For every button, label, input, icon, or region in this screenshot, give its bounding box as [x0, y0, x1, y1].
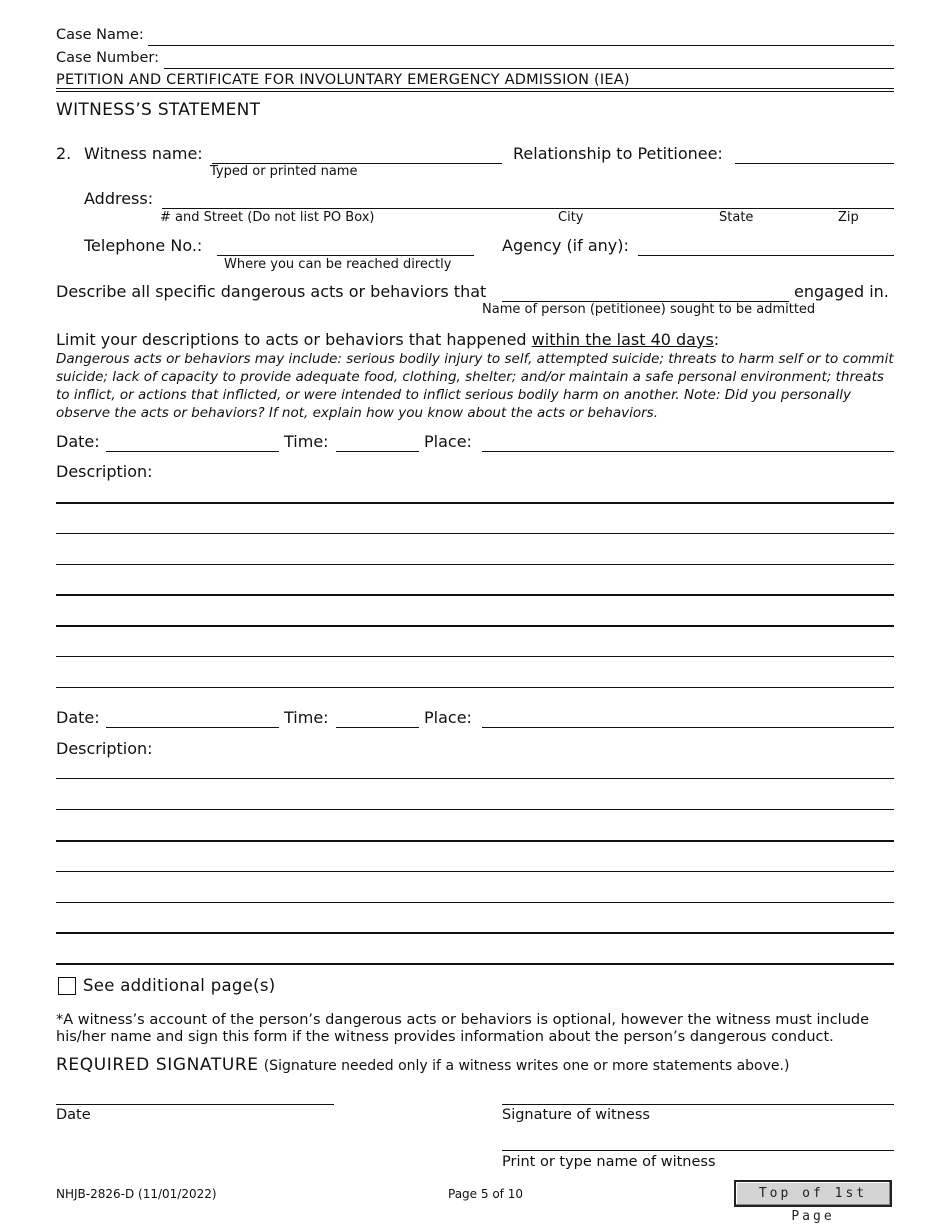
limit-underlined: within the last 40 days	[531, 330, 714, 349]
description-line[interactable]	[56, 656, 894, 657]
date-label-2: Date:	[56, 708, 100, 727]
description-line[interactable]	[56, 963, 894, 965]
top-of-first-page-button[interactable]: Top of 1st Page	[734, 1180, 892, 1207]
time-label-2: Time:	[284, 708, 329, 727]
city-hint: City	[558, 210, 584, 225]
place-label-2: Place:	[424, 708, 472, 727]
signature-line[interactable]	[502, 1104, 894, 1105]
signature-title: REQUIRED SIGNATURE	[56, 1055, 259, 1075]
date-field-2[interactable]	[106, 709, 279, 728]
relationship-field[interactable]	[735, 145, 894, 164]
case-name-field[interactable]	[148, 27, 894, 46]
telephone-label: Telephone No.:	[84, 236, 203, 255]
time-field-1[interactable]	[336, 433, 419, 452]
additional-pages-checkbox[interactable]	[58, 977, 76, 995]
description-line[interactable]	[56, 502, 894, 504]
case-name-label: Case Name:	[56, 27, 144, 43]
describe-suffix: engaged in.	[794, 282, 889, 301]
time-label-1: Time:	[284, 432, 329, 451]
description-line[interactable]	[56, 594, 894, 596]
description-line[interactable]	[56, 840, 894, 842]
instructions-text: Dangerous acts or behaviors may include: serious bodily injury to self, attempted suicide; threats to harm self or to commit suicide; lack of capacity to provide adequate food, clothing, shelter; and/or maintain a safe personal environment; threats to inflict, or actions that inflicted, or were intended to inflict serious bodily harm on another. Note: Did you personally observe the acts or behaviors? If not, explain how you know about the acts or behaviors.	[56, 351, 894, 421]
signature-date-label: Date	[56, 1107, 91, 1123]
additional-pages-label: See additional page(s)	[83, 976, 276, 995]
limit-prefix: Limit your descriptions to acts or behaviors that happened	[56, 330, 532, 349]
description-line[interactable]	[56, 809, 894, 810]
relationship-label: Relationship to Petitionee:	[513, 144, 723, 163]
description-line[interactable]	[56, 871, 894, 872]
signature-heading	[56, 1055, 789, 1075]
date-label-1: Date:	[56, 432, 100, 451]
description-line[interactable]	[56, 902, 894, 903]
print-name-line[interactable]	[502, 1150, 894, 1151]
witness-name-field[interactable]	[212, 145, 502, 164]
witness-name-label: Witness name:	[84, 144, 203, 163]
section-title: WITNESS’S STATEMENT	[56, 100, 261, 120]
state-hint: State	[719, 210, 754, 225]
description-line[interactable]	[56, 625, 894, 627]
zip-hint: Zip	[838, 210, 859, 225]
place-field-2[interactable]	[482, 709, 894, 728]
witness-name-hint: Typed or printed name	[210, 164, 358, 179]
title-underline-2	[56, 91, 894, 92]
telephone-field[interactable]	[217, 237, 474, 256]
case-number-field[interactable]	[164, 50, 894, 69]
limit-statement	[56, 330, 719, 349]
description-line[interactable]	[56, 687, 894, 688]
description-line[interactable]	[56, 564, 894, 565]
description-line[interactable]	[56, 533, 894, 534]
date-signature-line[interactable]	[56, 1104, 334, 1105]
petitionee-name-field[interactable]	[502, 283, 789, 302]
form-code: NHJB-2826-D (11/01/2022)	[56, 1187, 217, 1201]
time-field-2[interactable]	[336, 709, 419, 728]
address-field[interactable]	[162, 190, 894, 209]
description-line[interactable]	[56, 778, 894, 779]
optional-note: *A witness’s account of the person’s dangerous acts or behaviors is optional, however the witness must include his/her name and sign this form if the witness provides information about the person’s dangerous conduct.	[56, 1012, 870, 1045]
signature-of-witness-label: Signature of witness	[502, 1107, 650, 1123]
agency-label: Agency (if any):	[502, 236, 629, 255]
print-name-label: Print or type name of witness	[502, 1154, 716, 1170]
item-number: 2.	[56, 144, 72, 163]
date-field-1[interactable]	[106, 433, 279, 452]
place-label-1: Place:	[424, 432, 472, 451]
description-line[interactable]	[56, 932, 894, 934]
signature-subtitle: (Signature needed only if a witness writes one or more statements above.)	[263, 1058, 790, 1074]
limit-suffix: :	[713, 330, 720, 349]
telephone-hint: Where you can be reached directly	[224, 257, 452, 272]
petitionee-hint: Name of person (petitionee) sought to be admitted	[482, 302, 816, 317]
page-info: Page 5 of 10	[448, 1187, 523, 1201]
form-title: PETITION AND CERTIFICATE FOR INVOLUNTARY EMERGENCY ADMISSION (IEA)	[56, 72, 630, 88]
description-label-1: Description:	[56, 462, 153, 481]
describe-prefix: Describe all specific dangerous acts or behaviors that	[56, 282, 487, 301]
agency-field[interactable]	[638, 237, 894, 256]
place-field-1[interactable]	[482, 433, 894, 452]
title-underline-1	[56, 88, 894, 89]
street-hint: # and Street (Do not list PO Box)	[160, 210, 375, 225]
case-number-label: Case Number:	[56, 50, 159, 66]
address-label: Address:	[84, 189, 154, 208]
description-label-2: Description:	[56, 739, 153, 758]
